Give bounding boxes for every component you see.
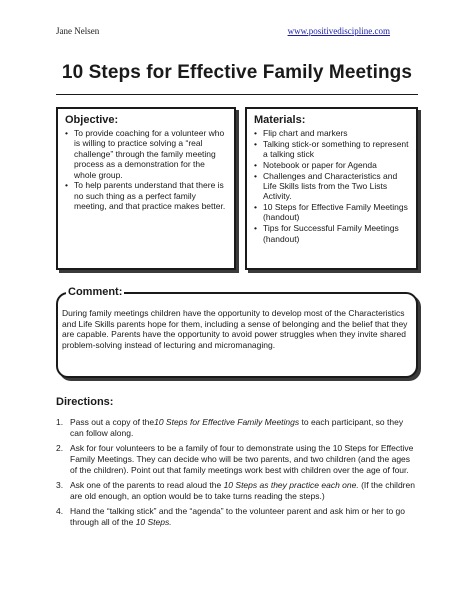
step-text: Ask for four volunteers to be a family of four to demonstrate using the 10 Steps for Effective Family Meetings. They can decide who will be two parents, and two children (and the ages of the children). Point out that family meetings work best with children over the age of four. — [70, 443, 414, 475]
comment-heading: Comment: — [68, 286, 123, 298]
step-number: 2. — [56, 443, 64, 454]
materials-heading: Materials: — [254, 114, 306, 126]
objective-box — [56, 107, 236, 270]
step-text: Ask one of the parents to read aloud the — [70, 479, 224, 490]
step-emphasis: 10 Steps. — [135, 516, 172, 527]
step-number: 3. — [56, 479, 64, 490]
page-title: 10 Steps for Effective Family Meetings — [61, 62, 413, 83]
materials-item: • Challenges and Characteristics and Life Skills lists from the Two Lists Activity. — [254, 171, 409, 202]
step-text: Pass out a copy of the — [70, 417, 155, 427]
materials-item: • Tips for Successful Family Meetings (handout) — [254, 223, 409, 244]
step-number: 4. — [56, 506, 64, 517]
comment-box — [56, 286, 418, 378]
objective-item: • To provide coaching for a volunteer who is willing to practice solving a “real challenge” through the family meeting process as a demonstration for the whole group. — [65, 128, 227, 180]
author-name: Jane Nelsen — [56, 26, 100, 36]
step-number: 1. — [56, 417, 64, 427]
materials-box — [245, 107, 418, 270]
materials-item: • Notebook or paper for Agenda — [254, 160, 409, 170]
objective-item: • To help parents understand that there is no such thing as a perfect family meeting, and that practice makes better. — [65, 180, 227, 211]
website-link[interactable]: www.positivediscipline.com — [287, 26, 390, 36]
page-header — [56, 26, 390, 40]
materials-list — [254, 128, 409, 244]
step-text: to each participant, so they can follow along. — [70, 417, 404, 438]
direction-step — [56, 480, 418, 502]
direction-step — [56, 506, 418, 528]
objective-list — [65, 128, 227, 212]
step-emphasis: 10 Steps as they practice each one. — [223, 479, 359, 490]
materials-item: • Talking stick-or something to represent a talking stick — [254, 139, 409, 160]
materials-item: • 10 Steps for Effective Family Meetings (handout) — [254, 202, 409, 223]
step-text: Hand the “talking stick” and the “agenda” to the volunteer parent and ask him or her to go through all of the — [70, 506, 406, 527]
directions-list — [56, 417, 418, 532]
materials-item: • Flip chart and markers — [254, 128, 409, 138]
title-divider — [56, 94, 418, 95]
comment-text: During family meetings children have the opportunity to develop most of the Characteristics and Life Skills parents hope for them, including a sense of belonging and the belief that they are capable. Parents have the opportunity to avoid power struggles when they invite shared problem-solving instead of lecturing and micromanaging. — [62, 308, 408, 350]
objective-heading: Objective: — [65, 114, 119, 126]
direction-step — [56, 443, 418, 475]
step-text: (If the children are old enough, an option would be to take turns reading the steps.) — [70, 479, 415, 501]
direction-step — [56, 417, 418, 439]
directions-heading: Directions: — [56, 396, 114, 408]
step-emphasis: 10 Steps for Effective Family Meetings — [154, 417, 300, 427]
